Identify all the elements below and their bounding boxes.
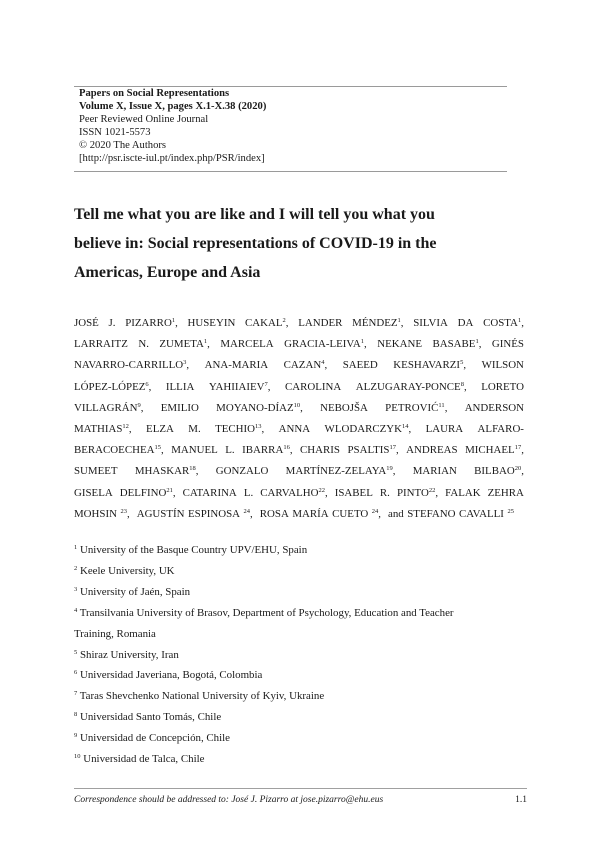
correspondence-note: Correspondence should be addressed to: José J. Pizarro at jose.pizarro@ehu.eus [74,795,384,805]
author-name-token: NEKANE [377,338,422,351]
author-name-token: DA [457,317,474,329]
separator: , [435,486,439,499]
separator: , [186,359,190,372]
author-entry [159,334,209,355]
author-name-token: DELFINO [119,486,167,499]
separator: , [250,507,253,520]
header-rule-top [74,86,507,87]
affiliation-marker: 1 [171,317,176,324]
author-name-token: LÓPEZ-LÓPEZ [74,380,146,393]
separator: , [172,486,176,499]
author-name-token: CAROLINA [285,380,342,393]
affiliation-marker: 8 [460,380,464,388]
author-name-token: MATHIAS [74,423,123,436]
affiliation-item [74,686,524,707]
author-entry [74,355,189,376]
author-name-token: ILLIA [165,380,195,393]
author-name-token: ANNA [278,423,311,436]
affiliation-marker: 7 [264,380,268,388]
author-name-token: BILBAO [474,465,515,478]
author-name-token: KESHAVARZI [393,359,461,372]
separator: , [444,401,448,414]
separator: , [324,486,328,499]
author-entry [474,461,524,482]
title-line: Americas, Europe and Asia [74,264,261,281]
page-number: 1.1 [515,795,527,805]
author-line [74,377,524,398]
affiliation-marker: 18 [189,465,196,473]
separator: , [261,423,265,436]
author-name-token: ANDREAS [406,444,458,457]
author-entry [216,398,303,419]
author-entry [459,504,517,525]
affiliation-item [74,749,524,770]
affiliation-marker: 22 [318,486,325,494]
affiliation-marker: 1 [360,338,364,346]
affiliation-marker: 5 [460,359,464,367]
author-name-token: ELZA [146,423,174,436]
author-entry [393,355,466,376]
affiliation-item [74,603,524,624]
separator: , [175,317,178,329]
affiliation-item [74,665,524,686]
separator: , [463,359,467,372]
affiliation-marker: 23 [120,507,127,515]
separator: , [378,507,381,520]
separator: , [521,444,524,457]
affiliation-text: Keele University, UK [79,564,175,577]
author-name-token: R. [379,486,390,499]
affiliation-text: Transilvania University of Brasov, Department of Psychology, Education and Teacher [79,606,454,619]
separator: , [300,401,303,414]
journal-volume: Volume X, Issue X, pages X.1-X.38 (2020) [79,100,267,112]
author-name-token: SUMEET [74,465,118,478]
author-entry [74,419,132,440]
journal-issn: ISSN 1021-5573 [79,126,151,138]
author-name-token: CHARIS [300,444,340,457]
author-entry [209,377,271,398]
author-entry [397,483,438,504]
affiliation-marker: 1 [517,317,522,324]
author-name-token: GINÉS [491,338,524,351]
journal-name: Papers on Social Representations [79,88,230,99]
author-name-token: PSALTIS [347,444,390,457]
author-name-token: SILVIA [413,317,448,329]
author-name-token: EMILIO [160,401,199,414]
separator: , [364,338,367,351]
affiliation-number: 8 [74,711,78,719]
author-name-token: CAZAN [283,359,322,372]
author-line [74,334,524,355]
author-name-token: L. [243,486,254,499]
separator: , [392,465,396,478]
affiliation-text: Training, Romania [74,627,156,640]
author-entry [385,398,447,419]
author-name-token: LANDER [298,317,343,329]
author-entry [347,440,398,461]
author-entry [215,419,264,440]
author-entry [483,313,524,334]
affiliation-item [74,540,524,561]
separator: , [148,380,152,393]
separator: , [128,423,132,436]
author-name-token: ANDERSON [464,401,524,414]
author-name-token: WILSON [481,359,524,372]
author-line [74,398,524,419]
separator: , [195,465,199,478]
author-name-token: MÉNDEZ [352,317,398,329]
author-line [74,355,524,376]
affiliation-marker: 4 [321,359,325,367]
author-name-token: LARRAITZ [74,338,128,351]
author-name-token: COSTA [483,317,518,329]
author-name-token: MARCELA [220,338,274,351]
journal-url[interactable]: [http://psr.iscte-iul.pt/index.php/PSR/index] [79,152,265,164]
author-name-token: MICHAEL [465,444,515,457]
author-name-token: L. [225,444,235,457]
affiliation-number: 4 [74,606,78,614]
author-name-token: NAVARRO-CARRILLO [74,359,184,372]
author-entry [242,440,292,461]
author-name-token: MARIAN [412,465,457,478]
author-name-token: YAHIIAIEV [208,380,265,393]
author-name-token: and [388,507,404,520]
affiliation-marker: 25 [507,507,514,515]
affiliation-text: Universidad de Talca, Chile [83,753,205,766]
author-name-token: ZUMETA [159,338,204,351]
affiliation-marker: 24 [243,507,251,515]
author-name-token: PIZARRO [125,317,172,329]
author-name-token: JOSÉ [74,317,99,329]
affiliation-item [74,561,524,582]
affiliation-marker: 24 [371,507,379,515]
author-name-token: STEFANO [407,507,456,520]
affiliation-number: 6 [74,669,78,677]
author-name-token: BERACOECHEA [74,444,155,457]
affiliation-number: 1 [74,544,78,551]
header-rule-bottom [74,171,507,172]
author-entry [356,377,467,398]
affiliation-list [74,540,524,770]
paper-title [74,200,524,287]
affiliation-marker: 12 [122,423,129,431]
author-list [74,313,524,525]
author-line [74,483,524,504]
separator: , [478,338,482,351]
author-name-token: PINTO [396,486,429,499]
author-name-token: WLODARCZYK [324,423,402,436]
affiliation-item [74,582,524,603]
author-name-token: CUETO [332,507,369,520]
affiliation-marker: 14 [401,423,409,431]
author-name-token: GONZALO [215,465,269,478]
separator: , [126,507,130,520]
affiliation-marker: 1 [475,338,479,346]
affiliation-item [74,624,524,645]
journal-header [79,88,499,165]
author-name-token: GRACIA-LEIVA [284,338,361,351]
author-entry [332,504,384,525]
title-line: believe in: Social representations of COVID-19 in the [74,235,437,252]
author-entry [135,461,199,482]
author-name-token: FALAK [445,486,481,499]
author-entry [125,313,178,334]
affiliation-item [74,645,524,666]
separator: , [267,380,271,393]
separator: , [463,380,467,393]
author-name-token: MOYANO-DÍAZ [216,401,294,414]
author-entry [352,313,403,334]
author-entry [74,377,151,398]
affiliation-marker: 21 [166,486,173,494]
affiliation-marker: 1 [203,338,208,346]
affiliation-marker: 11 [438,401,445,409]
author-name-token: M. [188,423,201,436]
affiliation-marker: 15 [154,444,161,452]
author-name-token: LAURA [425,423,464,436]
affiliation-number: 9 [74,732,78,740]
author-entry [286,461,396,482]
separator: , [289,444,293,457]
author-name-token: J. [108,317,116,329]
author-entry [245,313,289,334]
separator: , [207,338,210,351]
author-name-token: ALZUGARAY-PONCE [355,380,461,393]
journal-review: Peer Reviewed Online Journal [79,113,209,125]
separator: , [285,317,289,329]
affiliation-marker: 16 [283,444,290,452]
author-name-token: PETROVIĆ [385,401,439,414]
author-line [74,313,524,334]
separator: , [400,317,404,329]
author-name-token: CAKAL [245,317,283,329]
affiliation-text: Universidad Javeriana, Bogotá, Colombia [79,669,263,682]
affiliation-text: Taras Shevchenko National University of Kyiv, Ukraine [79,690,325,703]
author-name-token: VILLAGRÁN [74,401,138,414]
author-name-token: ANA-MARIA [204,359,269,372]
author-name-token: MARTÍNEZ-ZELAYA [285,465,387,478]
separator: , [521,465,524,478]
author-entry [260,483,327,504]
author-name-token: ZEHRA [487,486,524,499]
affiliation-number: 7 [74,690,78,698]
author-name-token: BASABE [432,338,476,351]
author-name-token: N. [138,338,149,351]
author-line [74,504,524,525]
affiliation-text: Universidad de Concepción, Chile [79,732,230,745]
author-entry [432,334,481,355]
author-entry [120,483,176,504]
affiliation-text: Universidad Santo Tomás, Chile [79,711,222,724]
affiliation-text: University of Jaén, Spain [79,585,191,598]
author-name-token: HUSEYIN [187,317,236,329]
affiliation-marker: 1 [397,317,401,324]
author-name-token: GISELA [74,486,113,499]
author-entry [465,440,524,461]
affiliation-marker: 20 [514,465,522,473]
author-name-token: IBARRA [242,444,284,457]
journal-copyright: © 2020 The Authors [79,139,167,151]
author-name-token: ROSA [259,507,289,520]
author-name-token: AGUSTÍN [136,507,185,520]
author-line [74,461,524,482]
affiliation-marker: 2 [282,317,286,324]
affiliation-marker: 10 [293,401,301,409]
author-entry [284,334,367,355]
footer-rule [74,788,527,789]
author-name-token: MOHSIN [74,507,117,520]
affiliation-marker: 13 [255,423,262,431]
affiliation-marker: 17 [514,444,522,452]
affiliation-item [74,707,524,728]
separator: , [140,401,144,414]
author-name-token: MANUEL [171,444,218,457]
affiliation-text: Shiraz University, Iran [79,648,179,661]
author-name-token: MARÍA [292,507,329,520]
affiliation-marker: 17 [389,444,396,452]
author-entry [74,504,133,525]
affiliation-marker: 3 [183,359,187,367]
separator: , [324,359,328,372]
affiliation-marker: 19 [386,465,393,473]
author-name-token: NEBOJŠA [320,401,368,414]
author-entry [74,398,144,419]
separator: , [395,444,399,457]
author-entry [325,419,412,440]
separator: , [408,423,412,436]
author-name-token: ALFARO- [477,423,524,436]
title-line: Tell me what you are like and I will tell you what you [74,206,435,223]
affiliation-number: 5 [74,648,78,656]
affiliation-marker: 9 [137,401,141,409]
author-entry [284,355,328,376]
separator: , [160,444,164,457]
author-entry [74,440,164,461]
separator: , [521,317,524,329]
affiliation-number: 10 [74,753,81,761]
author-name-token: CATARINA [182,486,237,499]
author-name-token: SAEED [342,359,378,372]
author-name-token: LORETO [481,380,524,393]
affiliation-marker: 6 [145,380,149,388]
author-name-token: MHASKAR [134,465,190,478]
affiliation-text: University of the Basque Country UPV/EHU, Spain [79,544,308,556]
affiliation-marker: 22 [428,486,436,494]
author-name-token: TECHIO [215,423,256,436]
affiliation-number: 2 [74,564,78,572]
author-entry [188,504,256,525]
author-line [74,440,524,461]
author-line [74,419,524,440]
author-name-token: CARVALHO [260,486,319,499]
affiliation-item [74,728,524,749]
affiliation-number: 3 [74,585,78,593]
author-name-token: CAVALLI [458,507,504,520]
author-name-token: ISABEL [334,486,373,499]
author-name-token: ESPINOSA [188,507,241,520]
